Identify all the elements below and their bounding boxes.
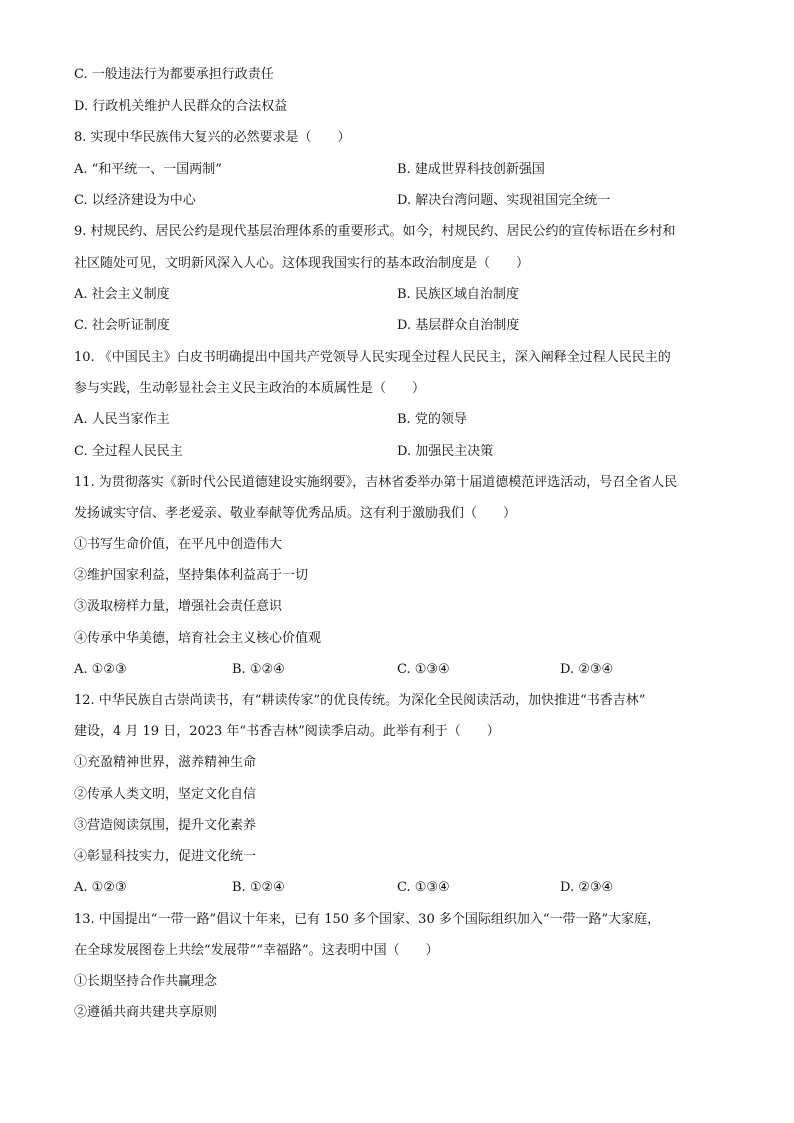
q9-option-b: B. 民族区域自治制度	[397, 287, 519, 302]
q11-option-c: C. ①③④	[397, 662, 450, 677]
q11-item-3: ③汲取榜样力量，增强社会责任意识	[74, 599, 283, 614]
q11-option-d: D. ②③④	[560, 662, 614, 677]
q12-option-c: C. ①③④	[397, 880, 450, 895]
q12-stem-line2: 建设，4 月 19 日，2023 年“书香吉林”阅读季启动。此举有利于（ ）	[74, 724, 500, 739]
q12-option-b: B. ①②④	[232, 880, 285, 895]
q11-option-b: B. ①②④	[232, 662, 285, 677]
q10-option-b: B. 党的领导	[397, 412, 467, 427]
q7-option-c: C. 一般违法行为都要承担行政责任	[74, 67, 274, 82]
q10-stem-line2: 参与实践，生动彰显社会主义民主政治的本质属性是（ ）	[74, 381, 426, 396]
q12-item-1: ①充盈精神世界，滋养精神生命	[74, 755, 257, 770]
q12-option-d: D. ②③④	[560, 880, 614, 895]
q9-stem-line1: 9. 村规民约、居民公约是现代基层治理体系的重要形式。如今，村规民约、居民公约的宣传标语在乡村和	[74, 224, 676, 239]
q11-item-1: ①书写生命价值，在平凡中创造伟大	[74, 537, 283, 552]
q11-stem-line1: 11. 为贯彻落实《新时代公民道德建设实施纲要》，吉林省委举办第十届道德模范评选活动，号召全省人民	[74, 475, 678, 490]
q13-stem-line1: 13. 中国提出“一带一路”倡议十年来，已有 150 多个国家、30 多个国际组织加入“一带一路”大家庭，	[74, 912, 661, 927]
q11-option-a: A. ①②③	[74, 662, 127, 677]
q12-item-4: ④彰显科技实力，促进文化统一	[74, 849, 257, 864]
q11-item-2: ②维护国家利益，坚持集体利益高于一切	[74, 568, 309, 583]
q10-option-d: D. 加强民主决策	[397, 444, 494, 459]
q13-item-1: ①长期坚持合作共赢理念	[74, 974, 218, 989]
q8-option-b: B. 建成世界科技创新强国	[397, 162, 545, 177]
q9-option-d: D. 基层群众自治制度	[397, 318, 520, 333]
q13-item-2: ②遵循共商共建共享原则	[74, 1005, 218, 1020]
q9-option-a: A. 社会主义制度	[74, 287, 170, 302]
q12-item-2: ②传承人类文明，坚定文化自信	[74, 787, 257, 802]
q13-stem-line2: 在全球发展图卷上共绘“发展带”“幸福路”。这表明中国（ ）	[74, 943, 439, 958]
q11-item-4: ④传承中华美德，培育社会主义核心价值观	[74, 631, 322, 646]
q10-option-c: C. 全过程人民民主	[74, 444, 183, 459]
q11-stem-line2: 发扬诚实守信、孝老爱亲、敬业奉献等优秀品质。这有利于激励我们（ ）	[74, 506, 517, 521]
q8-option-d: D. 解决台湾问题、实现祖国完全统一	[397, 193, 611, 208]
q9-stem-line2: 社区随处可见，文明新风深入人心。这体现我国实行的基本政治制度是（ ）	[74, 256, 530, 271]
q8-option-c: C. 以经济建设为中心	[74, 193, 196, 208]
q12-item-3: ③营造阅读氛围，提升文化素养	[74, 818, 257, 833]
q10-stem-line1: 10. 《中国民主》白皮书明确提出中国共产党领导人民实现全过程人民民主，深入阐释全过程人民民主的	[74, 350, 671, 365]
q9-option-c: C. 社会听证制度	[74, 318, 170, 333]
q7-option-d: D. 行政机关维护人民群众的合法权益	[74, 99, 288, 114]
q12-stem-line1: 12. 中华民族自古崇尚读书，有“耕读传家”的优良传统。为深化全民阅读活动，加快推进“书香吉林”	[74, 693, 646, 708]
q12-option-a: A. ①②③	[74, 880, 127, 895]
q8-stem: 8. 实现中华民族伟大复兴的必然要求是（ ）	[74, 130, 351, 145]
q8-option-a: A. “和平统一、一国两制”	[74, 162, 222, 177]
q10-option-a: A. 人民当家作主	[74, 412, 170, 427]
